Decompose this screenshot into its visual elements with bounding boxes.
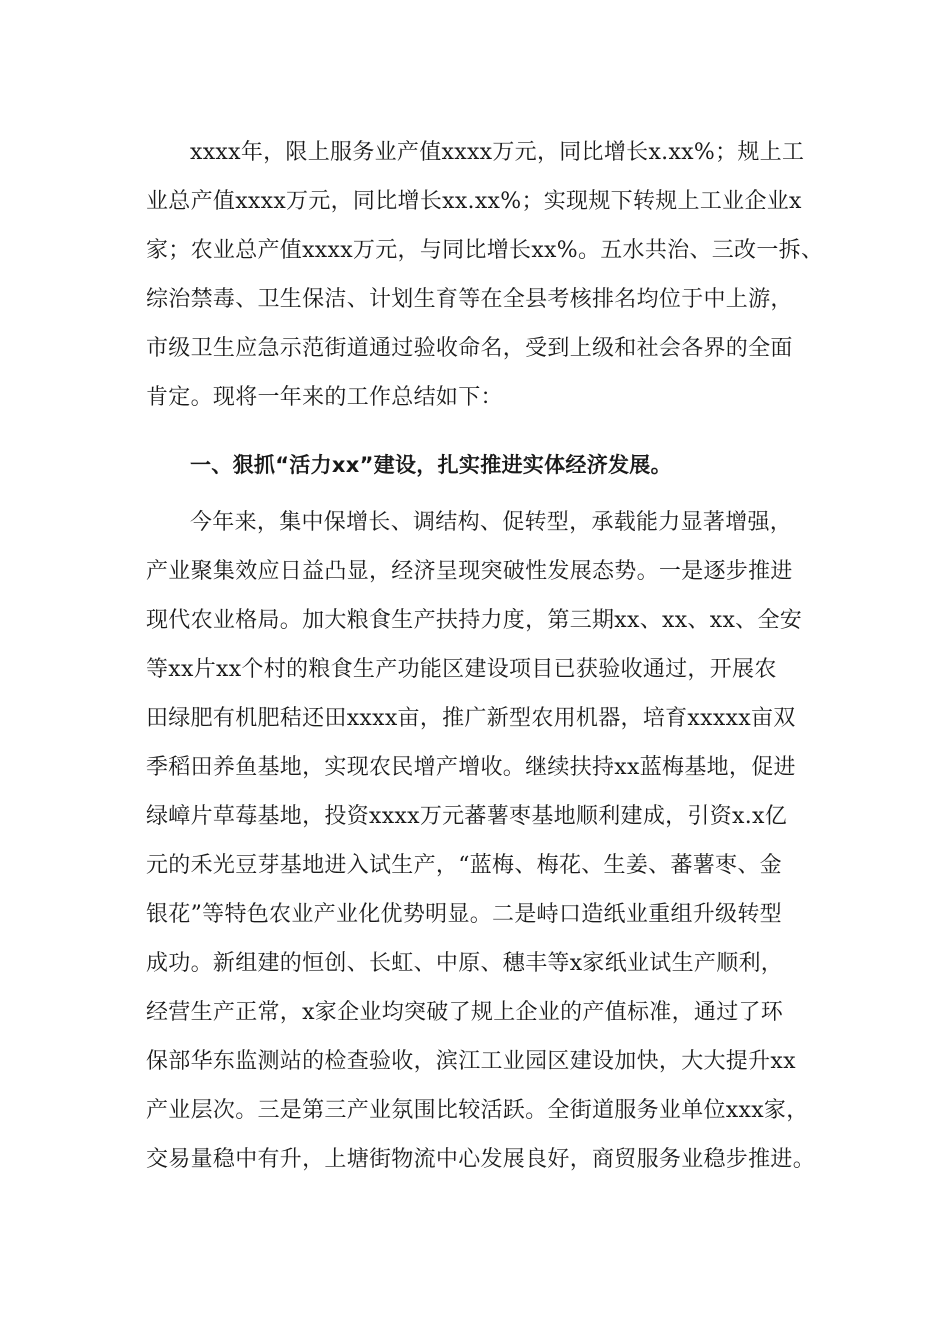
paragraph-2-line-14: 交易量稳中有升，上塘街物流中心发展良好，商贸服务业稳步推进。 <box>146 1147 816 1172</box>
section-heading-1: 一、狠抓“活力xx”建设，扎实推进实体经济发展。 <box>190 453 672 477</box>
paragraph-1-line-2: 业总产值xxxx万元，同比增长xx.xx%；实现规下转规上工业企业x <box>146 189 802 214</box>
paragraph-1-line-1: xxxx年，限上服务业产值xxxx万元，同比增长x.xx%；规上工 <box>190 140 805 165</box>
paragraph-1-line-4: 综治禁毒、卫生保洁、计划生育等在全县考核排名均位于中上游， <box>146 287 793 312</box>
paragraph-2-line-5: 田绿肥有机肥秸还田xxxx亩，推广新型农用机器，培育xxxxx亩双 <box>146 706 796 731</box>
paragraph-2-line-4: 等xx片xx个村的粮食生产功能区建设项目已获验收通过，开展农 <box>146 657 777 682</box>
paragraph-2-line-7: 绿嶂片草莓基地，投资xxxx万元蕃薯枣基地顺利建成，引资x.x亿 <box>146 804 788 829</box>
paragraph-2-line-1: 今年来，集中保增长、调结构、促转型，承载能力显著增强， <box>190 510 793 535</box>
paragraph-2-line-9: 银花”等特色农业产业化优势明显。二是峙口造纸业重组升级转型 <box>146 902 782 927</box>
paragraph-2-line-6: 季稻田养鱼基地，实现农民增产增收。继续扶持xx蓝梅基地，促进 <box>146 755 796 780</box>
paragraph-2-line-10: 成功。新组建的恒创、长虹、中原、穗丰等x家纸业试生产顺利， <box>146 951 784 976</box>
paragraph-2-line-11: 经营生产正常，x家企业均突破了规上企业的产值标准，通过了环 <box>146 1000 784 1025</box>
paragraph-2-line-3: 现代农业格局。加大粮食生产扶持力度，第三期xx、xx、xx、全安 <box>146 608 803 633</box>
paragraph-2-line-2: 产业聚集效应日益凸显，经济呈现突破性发展态势。一是逐步推进 <box>146 559 793 584</box>
paragraph-1-line-3: 家；农业总产值xxxx万元，与同比增长xx%。五水共治、三改一拆、 <box>146 238 824 263</box>
paragraph-1-line-6: 肯定。现将一年来的工作总结如下： <box>146 385 503 410</box>
paragraph-2-line-12: 保部华东监测站的检查验收，滨江工业园区建设加快，大大提升xx <box>146 1049 796 1074</box>
paragraph-2-line-13: 产业层次。三是第三产业氛围比较活跃。全街道服务业单位xxx家， <box>146 1098 809 1123</box>
paragraph-2-line-8: 元的禾光豆芽基地进入试生产，“蓝梅、梅花、生姜、蕃薯枣、金 <box>146 853 782 878</box>
paragraph-1-line-5: 市级卫生应急示范街道通过验收命名，受到上级和社会各界的全面 <box>146 336 793 361</box>
